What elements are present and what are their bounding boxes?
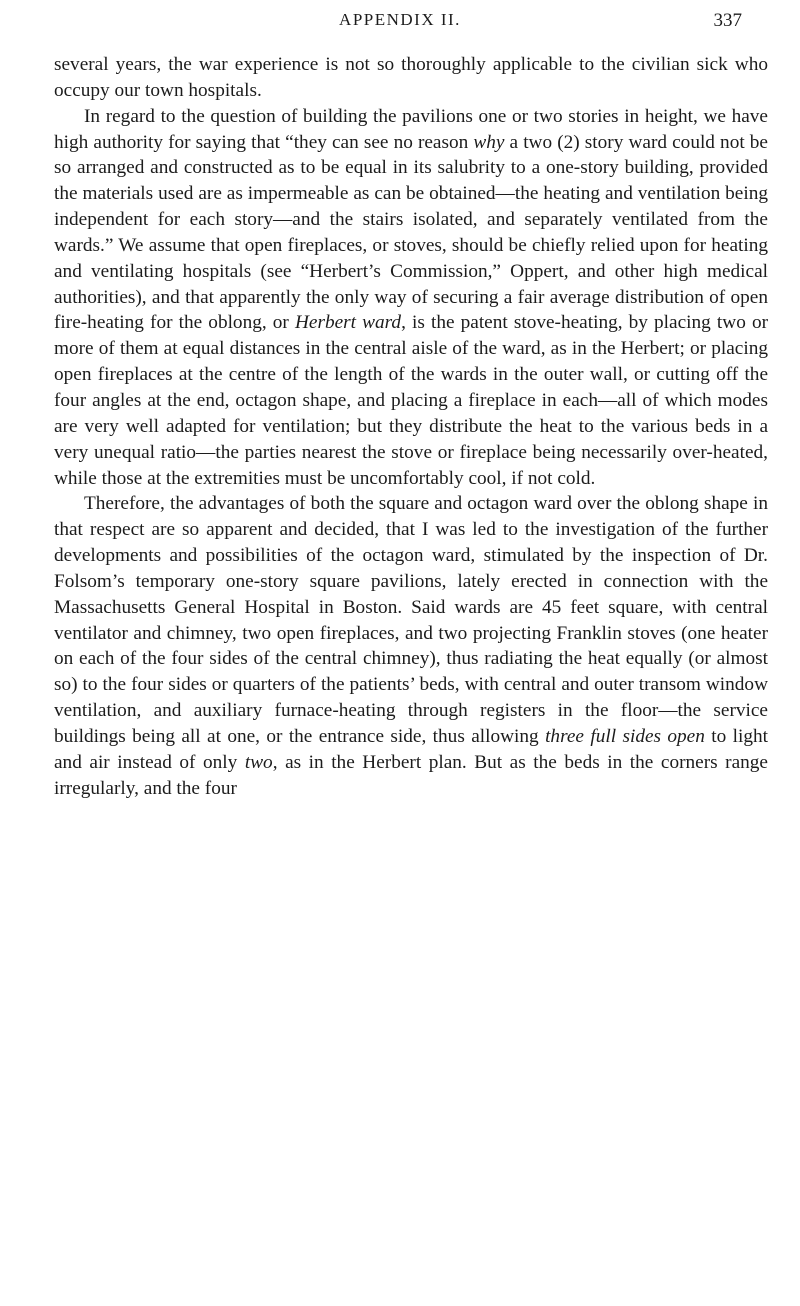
running-head-title: APPENDIX II. <box>339 10 461 29</box>
paragraph-2 <box>54 104 768 492</box>
paragraph-3-text: , as in the Herbert plan. But as the beds in the corners range irregularly, and the four <box>54 751 768 799</box>
paragraph-2-text: , is the patent stove-heating, by placing two or more of them at equal distances in the central aisle of the ward, as in the Herbert; or placing open fireplaces at the centre of the length of the wards in the outer wall, or cutting off the four angles at the end, octagon shape, and placing a fireplace in each—all of which modes are very well adapted for ventilation; but they distribute the heat to the various beds in a very unequal ratio—the parties nearest the stove or fireplace being necessarily over-heated, while those at the extremities must be uncomfortably cool, if not cold. <box>54 312 769 489</box>
paragraph-1-text: several years, the war experience is not so thoroughly applicable to the civilian sick who occupy our town hospitals. <box>54 54 768 101</box>
paragraph-2-text: a two (2) story ward could not be so arranged and constructed as to be equal in its salubrity to a one-story building, provided the materials used are as impermeable as can be obtained—the heating and ventilation being independent for each story—and the stairs isolated, and separately ventilated from the wards.” We assume that open fireplaces, or stoves, should be chiefly relied upon for heating and ventilating hospitals (see “Herbert’s Commission,” Oppert, and other high medical authorities), and that apparently the only way of securing a fair average distribution of open fire-heating for the oblong, or <box>54 131 768 334</box>
paragraph-3-italic-three-full-sides: three full sides open <box>545 725 705 747</box>
running-head <box>0 10 800 36</box>
paragraph-3 <box>54 491 768 801</box>
paragraph-3-text: Therefore, the advantages of both the square and octagon ward over the oblong shape in that respect are so apparent and decided, that I was led to the investigation of the further developments and possibilities of the octagon ward, stimulated by the inspection of Dr. Folsom’s temporary one-story square pavilions, lately erected in connection with the Massachusetts General Hospital in Boston. Said wards are 45 feet square, with central ventilator and chimney, two open fireplaces, and two projecting Franklin stoves (one heater on each of the four sides of the central chimney), thus radiating the heat equally (or almost so) to the four sides or quarters of the patients’ beds, with central and outer transom window ventilation, and auxiliary furnace-heating through registers in the floor—the service buildings being all at one, or the entrance side, thus allowing <box>54 493 768 747</box>
paragraph-2-text: In regard to the question of building the pavilions one or two stories in height, we have high authority for saying that “they can see no reason <box>54 105 768 153</box>
paragraph-1 <box>54 52 768 104</box>
paragraph-3-text: to light and air instead of only <box>54 725 769 773</box>
paragraph-2-italic-why: why <box>473 131 505 153</box>
paragraph-3-italic-two: two <box>244 751 273 773</box>
body-text <box>54 52 768 801</box>
paragraph-2-italic-herbert-ward: Herbert ward <box>294 312 402 334</box>
page-number: 337 <box>713 10 742 31</box>
